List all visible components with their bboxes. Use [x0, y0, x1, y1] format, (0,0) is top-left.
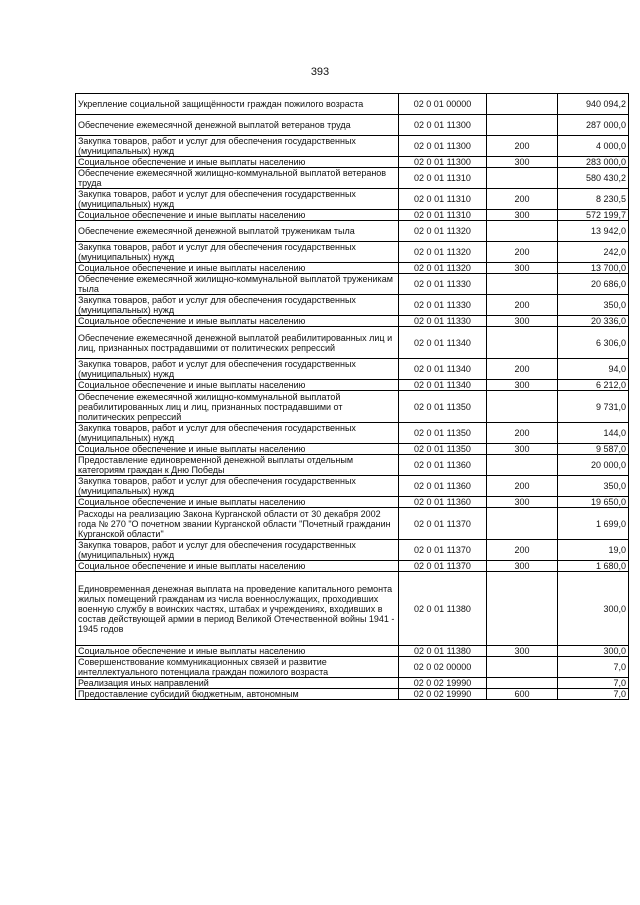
table-row: [76, 540, 629, 561]
row-name: Обеспечение ежемесячной денежной выплатой реабилитированных лиц и лиц, признанных пострадавшими от политических репрессий: [76, 327, 399, 359]
row-name: Предоставление единовременной денежной выплаты отдельным категориям граждан к Дню Победы: [76, 455, 399, 476]
row-type: 300: [487, 380, 558, 391]
row-sum: 4 000,0: [558, 136, 629, 157]
table-row: [76, 561, 629, 572]
row-name: Расходы на реализацию Закона Курганской области от 30 декабря 2002 года № 270 "О почетном звании Курганской области "Почетный гражданин Курганской области": [76, 508, 399, 540]
table-row: [76, 646, 629, 657]
row-type: [487, 508, 558, 540]
row-sum: 1 699,0: [558, 508, 629, 540]
row-sum: 20 000,0: [558, 455, 629, 476]
row-type: 300: [487, 157, 558, 168]
row-name: Социальное обеспечение и иные выплаты населению: [76, 646, 399, 657]
row-sum: 9 587,0: [558, 444, 629, 455]
row-sum: 13 942,0: [558, 221, 629, 242]
row-sum: 242,0: [558, 242, 629, 263]
row-sum: 287 000,0: [558, 115, 629, 136]
table-row: [76, 210, 629, 221]
row-name: Обеспечение ежемесячной денежной выплатой ветеранов труда: [76, 115, 399, 136]
row-sum: 7,0: [558, 678, 629, 689]
row-code: 02 0 01 11350: [399, 444, 487, 455]
row-sum: 144,0: [558, 423, 629, 444]
row-sum: 580 430,2: [558, 168, 629, 189]
row-code: 02 0 01 11330: [399, 274, 487, 295]
table-row: [76, 327, 629, 359]
row-type: [487, 274, 558, 295]
table-row: [76, 189, 629, 210]
row-code: 02 0 01 11380: [399, 646, 487, 657]
row-type: 300: [487, 497, 558, 508]
table-row: [76, 295, 629, 316]
row-type: 200: [487, 242, 558, 263]
row-name: Закупка товаров, работ и услуг для обеспечения государственных (муниципальных) нужд: [76, 295, 399, 316]
row-sum: 19,0: [558, 540, 629, 561]
row-type: 600: [487, 689, 558, 700]
budget-table-body: [76, 94, 629, 700]
table-row: [76, 274, 629, 295]
row-name: Социальное обеспечение и иные выплаты населению: [76, 316, 399, 327]
row-name: Закупка товаров, работ и услуг для обеспечения государственных (муниципальных) нужд: [76, 476, 399, 497]
table-row: [76, 444, 629, 455]
row-code: 02 0 01 11320: [399, 221, 487, 242]
table-row: [76, 689, 629, 700]
row-code: 02 0 02 19990: [399, 689, 487, 700]
row-type: [487, 572, 558, 646]
table-row: [76, 476, 629, 497]
row-name: Закупка товаров, работ и услуг для обеспечения государственных (муниципальных) нужд: [76, 136, 399, 157]
table-row: [76, 455, 629, 476]
row-sum: 20 686,0: [558, 274, 629, 295]
table-row: [76, 221, 629, 242]
row-code: 02 0 02 19990: [399, 678, 487, 689]
row-type: [487, 678, 558, 689]
row-name: Реализация иных направлений: [76, 678, 399, 689]
row-type: 200: [487, 295, 558, 316]
row-sum: 300,0: [558, 646, 629, 657]
row-name: Единовременная денежная выплата на проведение капитального ремонта жилых помещений гражданам из числа военнослужащих, проходивших военную службу в воинских частях, штабах и учреждениях, входивших в состав действующей армии в период Великой Отечественной войны 1941 - 1945 годов: [76, 572, 399, 646]
row-name: Обеспечение ежемесячной жилищно-коммунальной выплатой ветеранов труда: [76, 168, 399, 189]
row-code: 02 0 01 11340: [399, 380, 487, 391]
table-row: [76, 657, 629, 678]
row-type: 200: [487, 540, 558, 561]
table-row: [76, 423, 629, 444]
row-sum: 572 199,7: [558, 210, 629, 221]
row-sum: 940 094,2: [558, 94, 629, 115]
row-sum: 7,0: [558, 657, 629, 678]
row-name: Закупка товаров, работ и услуг для обеспечения государственных (муниципальных) нужд: [76, 423, 399, 444]
row-name: Укрепление социальной защищённости граждан пожилого возраста: [76, 94, 399, 115]
row-sum: 9 731,0: [558, 391, 629, 423]
row-type: [487, 391, 558, 423]
row-code: 02 0 01 11340: [399, 327, 487, 359]
row-name: Закупка товаров, работ и услуг для обеспечения государственных (муниципальных) нужд: [76, 242, 399, 263]
row-name: Социальное обеспечение и иные выплаты населению: [76, 561, 399, 572]
row-name: Закупка товаров, работ и услуг для обеспечения государственных (муниципальных) нужд: [76, 540, 399, 561]
page-number: 393: [310, 66, 330, 78]
row-code: 02 0 01 11310: [399, 168, 487, 189]
row-sum: 350,0: [558, 295, 629, 316]
row-type: 200: [487, 189, 558, 210]
row-code: 02 0 01 11330: [399, 295, 487, 316]
row-type: [487, 221, 558, 242]
row-code: 02 0 02 00000: [399, 657, 487, 678]
row-sum: 13 700,0: [558, 263, 629, 274]
row-sum: 350,0: [558, 476, 629, 497]
row-code: 02 0 01 11370: [399, 540, 487, 561]
row-name: Закупка товаров, работ и услуг для обеспечения государственных (муниципальных) нужд: [76, 359, 399, 380]
row-type: 200: [487, 136, 558, 157]
row-code: 02 0 01 11330: [399, 316, 487, 327]
table-row: [76, 157, 629, 168]
row-code: 02 0 01 11300: [399, 115, 487, 136]
row-type: 300: [487, 210, 558, 221]
row-type: 200: [487, 476, 558, 497]
row-type: 300: [487, 561, 558, 572]
row-type: [487, 657, 558, 678]
row-code: 02 0 01 11350: [399, 391, 487, 423]
row-code: 02 0 01 11370: [399, 508, 487, 540]
table-row: [76, 508, 629, 540]
table-row: [76, 94, 629, 115]
table-row: [76, 263, 629, 274]
row-sum: 94,0: [558, 359, 629, 380]
row-code: 02 0 01 11340: [399, 359, 487, 380]
row-name: Социальное обеспечение и иные выплаты населению: [76, 210, 399, 221]
row-name: Социальное обеспечение и иные выплаты населению: [76, 380, 399, 391]
row-name: Закупка товаров, работ и услуг для обеспечения государственных (муниципальных) нужд: [76, 189, 399, 210]
row-code: 02 0 01 11360: [399, 455, 487, 476]
table-row: [76, 572, 629, 646]
row-type: [487, 94, 558, 115]
row-code: 02 0 01 11320: [399, 242, 487, 263]
row-code: 02 0 01 11310: [399, 189, 487, 210]
table-row: [76, 497, 629, 508]
row-name: Социальное обеспечение и иные выплаты населению: [76, 157, 399, 168]
table-row: [76, 115, 629, 136]
row-type: [487, 168, 558, 189]
row-sum: 1 680,0: [558, 561, 629, 572]
row-code: 02 0 01 11370: [399, 561, 487, 572]
table-row: [76, 168, 629, 189]
row-type: 300: [487, 646, 558, 657]
row-code: 02 0 01 11320: [399, 263, 487, 274]
row-name: Социальное обеспечение и иные выплаты населению: [76, 444, 399, 455]
table-row: [76, 391, 629, 423]
row-name: Обеспечение ежемесячной жилищно-коммунальной выплатой труженикам тыла: [76, 274, 399, 295]
row-sum: 6 306,0: [558, 327, 629, 359]
row-name: Социальное обеспечение и иные выплаты населению: [76, 497, 399, 508]
row-name: Обеспечение ежемесячной жилищно-коммунальной выплатой реабилитированных лиц и лиц, признанных пострадавшими от политических репрессий: [76, 391, 399, 423]
row-name: Предоставление субсидий бюджетным, автономным: [76, 689, 399, 700]
row-sum: 300,0: [558, 572, 629, 646]
table-row: [76, 242, 629, 263]
row-type: 300: [487, 444, 558, 455]
row-code: 02 0 01 11360: [399, 476, 487, 497]
row-sum: 6 212,0: [558, 380, 629, 391]
row-type: 200: [487, 423, 558, 444]
table-row: [76, 136, 629, 157]
table-row: [76, 359, 629, 380]
row-code: 02 0 01 11380: [399, 572, 487, 646]
row-code: 02 0 01 00000: [399, 94, 487, 115]
row-sum: 7,0: [558, 689, 629, 700]
row-type: 300: [487, 263, 558, 274]
row-name: Социальное обеспечение и иные выплаты населению: [76, 263, 399, 274]
row-type: 200: [487, 359, 558, 380]
table-row: [76, 380, 629, 391]
row-type: 300: [487, 316, 558, 327]
row-type: [487, 115, 558, 136]
table-row: [76, 316, 629, 327]
row-code: 02 0 01 11310: [399, 210, 487, 221]
row-code: 02 0 01 11300: [399, 136, 487, 157]
row-type: [487, 455, 558, 476]
row-type: [487, 327, 558, 359]
row-code: 02 0 01 11350: [399, 423, 487, 444]
row-sum: 8 230,5: [558, 189, 629, 210]
row-name: Совершенствование коммуникационных связей и развитие интеллектуального потенциала граждан пожилого возраста: [76, 657, 399, 678]
budget-table: [75, 93, 629, 700]
row-code: 02 0 01 11360: [399, 497, 487, 508]
row-sum: 283 000,0: [558, 157, 629, 168]
row-sum: 19 650,0: [558, 497, 629, 508]
row-name: Обеспечение ежемесячной денежной выплатой труженикам тыла: [76, 221, 399, 242]
table-row: [76, 678, 629, 689]
row-code: 02 0 01 11300: [399, 157, 487, 168]
row-sum: 20 336,0: [558, 316, 629, 327]
